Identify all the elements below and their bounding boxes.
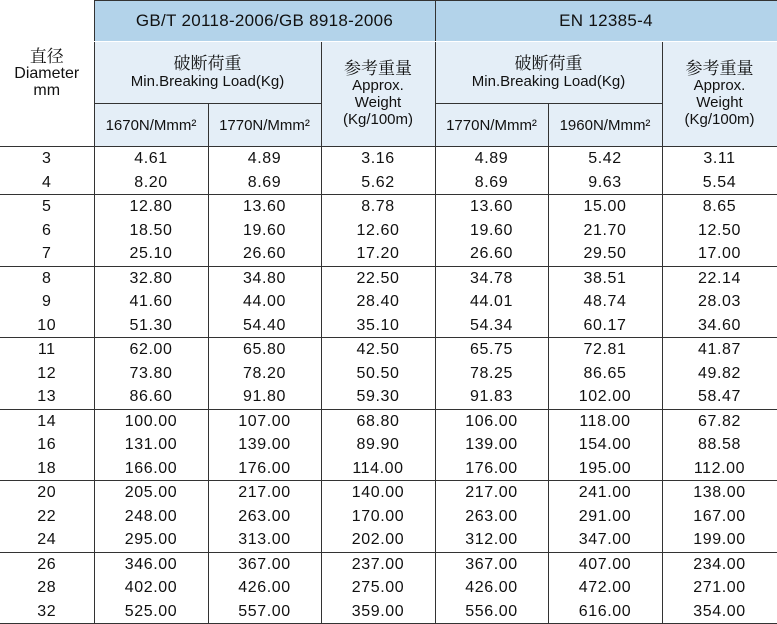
weight-en2-en: Weight	[696, 94, 743, 111]
cell-diameter: 8	[0, 266, 94, 290]
cell-load-1960: 347.00	[548, 528, 662, 552]
breaking-load-zh-gb: 破断荷重	[173, 53, 242, 73]
cell-weight-gb: 35.10	[321, 314, 435, 338]
cell-load-1770-gb: 34.80	[208, 266, 321, 290]
breaking-load-header-en	[435, 42, 662, 104]
cell-weight-gb: 50.50	[321, 362, 435, 386]
cell-load-1770-gb: 91.80	[208, 385, 321, 409]
cell-diameter: 9	[42, 293, 52, 311]
cell-weight-gb: 237.00	[321, 552, 435, 576]
table-row	[0, 242, 777, 266]
cell-weight-gb: 3.16	[321, 147, 435, 171]
diameter-zh: 直径	[29, 46, 64, 66]
cell-load-1670: 100.00	[94, 409, 208, 433]
cell-weight-en: 41.87	[662, 338, 777, 362]
cell-load-1770-en: 91.83	[435, 385, 548, 409]
cell-load-1770-gb: 4.89	[208, 147, 321, 171]
table-row	[0, 147, 777, 171]
cell-load-1770-gb: 8.69	[208, 171, 321, 195]
table-row	[0, 457, 777, 481]
table-row	[0, 576, 777, 600]
breaking-load-zh-en: 破断荷重	[514, 53, 583, 73]
cell-load-1670: 131.00	[94, 433, 208, 457]
cell-diameter: 7	[42, 245, 52, 263]
cell-weight-en: 67.82	[662, 409, 777, 433]
cell-load-1670: 4.61	[94, 147, 208, 171]
cell-weight-en: 199.00	[662, 528, 777, 552]
cell-load-1670: 248.00	[94, 505, 208, 529]
weight-header-gb	[321, 42, 435, 147]
cell-load-1770-en: 4.89	[435, 147, 548, 171]
cell-diameter: 28	[37, 579, 57, 597]
cell-weight-en: 22.14	[662, 266, 777, 290]
table-row	[0, 505, 777, 529]
cell-load-1670: 12.80	[94, 195, 208, 219]
cell-weight-en: 34.60	[662, 314, 777, 338]
table-row	[0, 171, 777, 195]
cell-load-1770-gb: 313.00	[208, 528, 321, 552]
cell-weight-gb: 8.78	[321, 195, 435, 219]
cell-load-1770-gb: 107.00	[208, 409, 321, 433]
cell-load-1670: 86.60	[94, 385, 208, 409]
diameter-header	[0, 1, 94, 147]
cell-weight-en: 112.00	[662, 457, 777, 481]
table-row	[0, 362, 777, 386]
cell-load-1770-gb: 78.20	[208, 362, 321, 386]
grade-1770-header-gb: 1770N/Mmm²	[208, 104, 321, 147]
cell-load-1770-gb: 217.00	[208, 481, 321, 505]
cell-diameter: 12	[37, 364, 57, 382]
cell-weight-en: 17.00	[662, 242, 777, 266]
weight-zh-gb: 参考重量	[344, 59, 412, 78]
weight-unit-en: (Kg/100m)	[684, 111, 755, 128]
standard-gb-header: GB/T 20118-2006/GB 8918-2006	[94, 1, 435, 42]
cell-diameter: 16	[37, 436, 57, 454]
cell-load-1960: 48.74	[548, 290, 662, 314]
cell-load-1770-en: 426.00	[435, 576, 548, 600]
table-row	[0, 409, 777, 433]
table-body	[0, 147, 777, 624]
cell-load-1770-gb: 426.00	[208, 576, 321, 600]
cell-load-1770-gb: 54.40	[208, 314, 321, 338]
cell-diameter: 26	[0, 552, 94, 576]
cell-load-1770-gb: 65.80	[208, 338, 321, 362]
table-row	[0, 433, 777, 457]
cell-weight-gb: 12.60	[321, 219, 435, 243]
cell-weight-gb: 359.00	[321, 600, 435, 624]
cell-load-1960: 5.42	[548, 147, 662, 171]
cell-load-1670: 18.50	[94, 219, 208, 243]
cell-load-1770-gb: 13.60	[208, 195, 321, 219]
cell-load-1960: 86.65	[548, 362, 662, 386]
table-row	[0, 338, 777, 362]
cell-load-1770-gb: 176.00	[208, 457, 321, 481]
cell-load-1770-en: 106.00	[435, 409, 548, 433]
cell-load-1670: 41.60	[94, 290, 208, 314]
cell-weight-en: 271.00	[662, 576, 777, 600]
weight-zh-en: 参考重量	[685, 59, 754, 78]
cell-load-1670: 51.30	[94, 314, 208, 338]
cell-load-1960: 102.00	[548, 385, 662, 409]
cell-weight-en: 5.54	[662, 171, 777, 195]
cell-load-1960: 60.17	[548, 314, 662, 338]
cell-load-1670: 8.20	[94, 171, 208, 195]
cell-load-1670: 525.00	[94, 600, 208, 624]
cell-weight-en: 234.00	[662, 552, 777, 576]
cell-load-1960: 241.00	[548, 481, 662, 505]
cell-diameter: 20	[0, 481, 94, 505]
cell-weight-en: 138.00	[662, 481, 777, 505]
cell-diameter: 6	[42, 221, 52, 239]
breaking-load-en-en: Min.Breaking Load(Kg)	[471, 72, 626, 90]
cell-weight-en: 58.47	[662, 385, 777, 409]
table-row	[0, 219, 777, 243]
cell-load-1960: 15.00	[548, 195, 662, 219]
cell-weight-gb: 114.00	[321, 457, 435, 481]
cell-load-1670: 295.00	[94, 528, 208, 552]
table-row	[0, 481, 777, 505]
cell-diameter: 11	[0, 338, 94, 362]
cell-weight-en: 167.00	[662, 505, 777, 529]
grade-1670-header: 1670N/Mmm²	[94, 104, 208, 147]
cell-weight-en: 49.82	[662, 362, 777, 386]
cell-load-1770-en: 78.25	[435, 362, 548, 386]
cell-load-1960: 407.00	[548, 552, 662, 576]
weight-header-en	[662, 42, 777, 147]
cell-weight-gb: 59.30	[321, 385, 435, 409]
cell-weight-gb: 22.50	[321, 266, 435, 290]
cell-weight-en: 12.50	[662, 219, 777, 243]
cell-diameter: 14	[0, 409, 94, 433]
cell-weight-en: 88.58	[662, 433, 777, 457]
cell-weight-gb: 202.00	[321, 528, 435, 552]
cell-weight-gb: 89.90	[321, 433, 435, 457]
cell-load-1770-en: 26.60	[435, 242, 548, 266]
cell-weight-gb: 68.80	[321, 409, 435, 433]
cell-load-1670: 346.00	[94, 552, 208, 576]
standard-en-header: EN 12385-4	[435, 1, 777, 42]
cell-load-1770-en: 54.34	[435, 314, 548, 338]
cell-load-1770-en: 312.00	[435, 528, 548, 552]
cell-load-1670: 62.00	[94, 338, 208, 362]
cell-load-1770-gb: 44.00	[208, 290, 321, 314]
table-row	[0, 528, 777, 552]
cell-load-1770-en: 139.00	[435, 433, 548, 457]
cell-weight-en: 8.65	[662, 195, 777, 219]
cell-diameter: 22	[37, 507, 57, 525]
weight-en1-en: Approx.	[693, 77, 746, 94]
cell-diameter: 3	[0, 147, 94, 171]
table-row	[0, 600, 777, 624]
cell-weight-en: 28.03	[662, 290, 777, 314]
cell-load-1960: 291.00	[548, 505, 662, 529]
cell-load-1770-en: 263.00	[435, 505, 548, 529]
cell-weight-gb: 140.00	[321, 481, 435, 505]
table-row	[0, 314, 777, 338]
diameter-unit: mm	[33, 81, 61, 99]
cell-diameter: 13	[37, 388, 57, 406]
cell-load-1770-en: 44.01	[435, 290, 548, 314]
cell-load-1960: 118.00	[548, 409, 662, 433]
breaking-load-header-gb	[94, 42, 321, 104]
cell-diameter: 18	[37, 459, 57, 477]
cell-weight-gb: 5.62	[321, 171, 435, 195]
cell-load-1960: 38.51	[548, 266, 662, 290]
cell-load-1770-en: 34.78	[435, 266, 548, 290]
table-row	[0, 552, 777, 576]
cell-load-1770-gb: 263.00	[208, 505, 321, 529]
cell-weight-gb: 42.50	[321, 338, 435, 362]
cell-load-1770-en: 8.69	[435, 171, 548, 195]
cell-load-1770-gb: 139.00	[208, 433, 321, 457]
weight-en1-gb: Approx.	[352, 77, 404, 94]
cell-diameter: 24	[37, 531, 57, 549]
weight-unit-gb: (Kg/100m)	[342, 111, 414, 128]
grade-1770-header-en: 1770N/Mmm²	[435, 104, 548, 147]
cell-load-1960: 195.00	[548, 457, 662, 481]
cell-load-1960: 29.50	[548, 242, 662, 266]
cell-load-1670: 205.00	[94, 481, 208, 505]
cell-load-1770-en: 217.00	[435, 481, 548, 505]
breaking-load-en-gb: Min.Breaking Load(Kg)	[130, 72, 285, 90]
cell-load-1960: 472.00	[548, 576, 662, 600]
grade-1960-header: 1960N/Mmm²	[548, 104, 662, 147]
cell-weight-en: 354.00	[662, 600, 777, 624]
cell-load-1770-en: 556.00	[435, 600, 548, 624]
cell-load-1670: 166.00	[94, 457, 208, 481]
cell-load-1770-gb: 19.60	[208, 219, 321, 243]
cell-load-1960: 72.81	[548, 338, 662, 362]
cell-load-1770-en: 19.60	[435, 219, 548, 243]
cell-load-1770-gb: 26.60	[208, 242, 321, 266]
cell-load-1770-en: 367.00	[435, 552, 548, 576]
cell-load-1770-en: 176.00	[435, 457, 548, 481]
table-row	[0, 385, 777, 409]
table-row	[0, 290, 777, 314]
cell-load-1960: 21.70	[548, 219, 662, 243]
cell-diameter: 10	[37, 316, 57, 334]
cell-load-1960: 154.00	[548, 433, 662, 457]
cell-diameter: 32	[0, 600, 94, 624]
cell-load-1960: 9.63	[548, 171, 662, 195]
cell-load-1770-en: 65.75	[435, 338, 548, 362]
cell-load-1960: 616.00	[548, 600, 662, 624]
cell-diameter: 4	[42, 173, 52, 191]
cell-diameter: 5	[0, 195, 94, 219]
table-row	[0, 266, 777, 290]
cell-load-1770-gb: 367.00	[208, 552, 321, 576]
weight-en2-gb: Weight	[354, 94, 402, 111]
diameter-en: Diameter	[14, 64, 80, 82]
cell-load-1670: 73.80	[94, 362, 208, 386]
cell-weight-gb: 275.00	[321, 576, 435, 600]
cell-load-1670: 32.80	[94, 266, 208, 290]
cell-load-1670: 25.10	[94, 242, 208, 266]
cell-weight-gb: 170.00	[321, 505, 435, 529]
cell-weight-gb: 28.40	[321, 290, 435, 314]
cell-load-1670: 402.00	[94, 576, 208, 600]
cell-load-1770-en: 13.60	[435, 195, 548, 219]
cell-weight-gb: 17.20	[321, 242, 435, 266]
cell-weight-en: 3.11	[662, 147, 777, 171]
table-row	[0, 195, 777, 219]
cell-load-1770-gb: 557.00	[208, 600, 321, 624]
